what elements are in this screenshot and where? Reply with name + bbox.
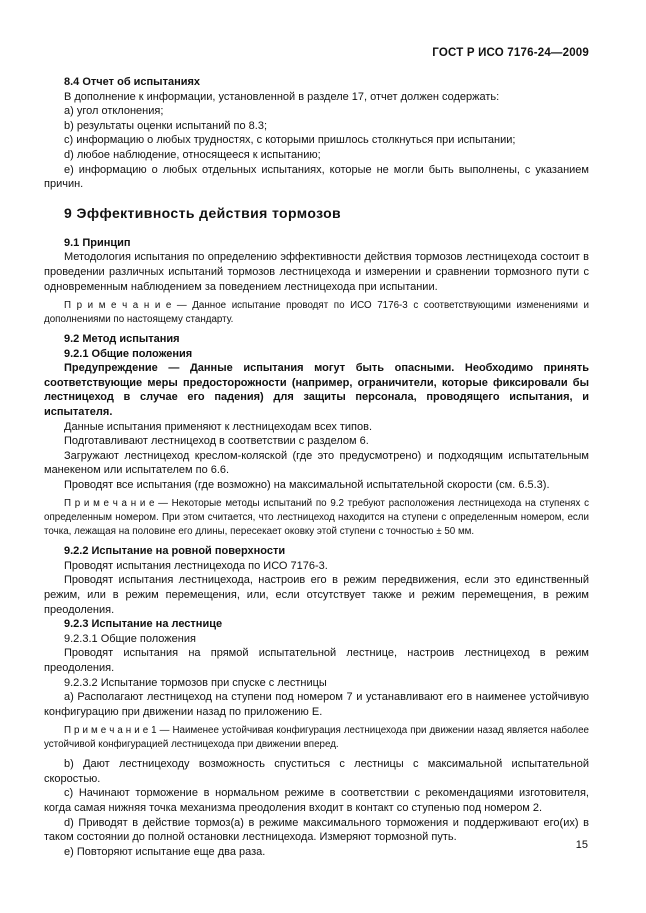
- section-heading-9-2-1: 9.2.1 Общие положения: [64, 347, 193, 360]
- note-2: П р и м е ч а н и е — Некоторые методы испытаний по 9.2 требуют расположения лестницехода на ступенях с определенным номером. При этом считается, что лестницеход находится на ступени с определенным номером, если точка, лежащая на половине его длины, пересекает оковку этой ступени с точностью ± 50 мм.: [44, 498, 589, 538]
- paragraph-report-intro: В дополнение к информации, установленной в разделе 17, отчет должен содержать:: [64, 90, 500, 103]
- paragraph-flat-2: Проводят испытания лестницехода, настроив его в режим передвижения, если это единственный режим, или в режим перемещения, или, если отсутствует также и режим перемещения, в режим преодоления.: [44, 574, 589, 616]
- descent-item-d: d) Приводят в действие тормоз(а) в режиме максимального торможения и поддерживают его(их) в таком состоянии до полной остановки лестницехода. Измеряют тормозной путь.: [44, 816, 589, 844]
- paragraph-stairs-general: Проводят испытания на прямой испытательной лестнице, настроив лестницеход в режим преодоления.: [44, 647, 589, 674]
- section-heading-9-1: 9.1 Принцип: [64, 236, 131, 249]
- list-item-b: b) результаты оценки испытаний по 8.3;: [64, 119, 268, 132]
- paragraph-flat-1: Проводят испытания лестницехода по ИСО 7176-3.: [64, 559, 328, 572]
- chapter-heading-9: 9 Эффективность действия тормозов: [64, 204, 342, 221]
- list-item-d: d) любое наблюдение, относящееся к испытанию;: [64, 148, 321, 161]
- list-item-e: e) информацию о любых отдельных испытаниях, которые не могли быть выполнены, с указанием причин.: [44, 163, 589, 191]
- paragraph-warning: Предупреждение — Данные испытания могут быть опасными. Необходимо принять соответствующие меры предосторожности (например, ограничители, которые фиксировали бы лестницеход в случае его падения) для защиты персонала, проводящего испытания, и испытателя.: [44, 362, 589, 418]
- paragraph-principle: Методология испытания по определению эффективности действия тормозов лестницехода состоит в проведении различных испытаний тормозов лестницехода и измерении и сравнении тормозного пути с одновременным наблюдением за поведением лестницехода при испытании.: [44, 251, 589, 293]
- section-heading-9-2-3-2: 9.2.3.2 Испытание тормозов при спуске с лестницы: [64, 676, 327, 689]
- note-3: П р и м е ч а н и е 1 — Наименее устойчивая конфигурация лестницехода при движении назад является наболее устойчивой конфигурацией лестницехода при движении вперед.: [44, 725, 589, 751]
- note-1: П р и м е ч а н и е — Данное испытание проводят по ИСО 7176-3 с соответствующими изменениями и дополнениями по настоящему стандарту.: [44, 300, 589, 326]
- descent-item-a: a) Располагают лестницеход на ступени под номером 7 и устанавливают его в наименее устойчивую конфигурацию при движении назад по приложению Е.: [44, 691, 589, 718]
- paragraph-load: Загружают лестницеход креслом-коляской (где это предусмотрено) и подходящим испытательным манекеном или испытателем по 6.6.: [44, 449, 589, 477]
- paragraph-speed: Проводят все испытания (где возможно) на максимальной испытательной скорости (см. 6.5.3).: [64, 478, 550, 491]
- descent-item-e: e) Повторяют испытание еще два раза.: [64, 845, 266, 858]
- page-number: 15: [575, 839, 588, 851]
- section-heading-9-2-3: 9.2.3 Испытание на лестнице: [64, 618, 223, 631]
- list-item-a: a) угол отклонения;: [64, 105, 164, 118]
- paragraph-prepare: Подготавливают лестницеход в соответствии с разделом 6.: [64, 435, 369, 448]
- document-body: [44, 75, 589, 859]
- list-item-c: c) информацию о любых трудностях, с которыми пришлось столкнуться при испытании;: [64, 134, 516, 147]
- paragraph-apply: Данные испытания применяют к лестницеходам всех типов.: [64, 420, 373, 433]
- section-heading-9-2-2: 9.2.2 Испытание на ровной поверхности: [64, 545, 286, 558]
- section-heading-9-2: 9.2 Метод испытания: [64, 332, 180, 345]
- section-heading-8-4: 8.4 Отчет об испытаниях: [64, 76, 201, 88]
- descent-item-b: b) Дают лестницеходу возможность спуститься с лестницы с максимальной испытательной скоростью.: [44, 758, 589, 785]
- document-code-header: ГОСТ Р ИСО 7176-24—2009: [432, 47, 589, 59]
- section-heading-9-2-3-1: 9.2.3.1 Общие положения: [64, 632, 196, 645]
- descent-item-c: c) Начинают торможение в нормальном режиме в соответствии с рекомендациями изготовителя, когда самая нижняя точка механизма преодоления входит в контакт со ступенью под номером 2.: [44, 787, 589, 814]
